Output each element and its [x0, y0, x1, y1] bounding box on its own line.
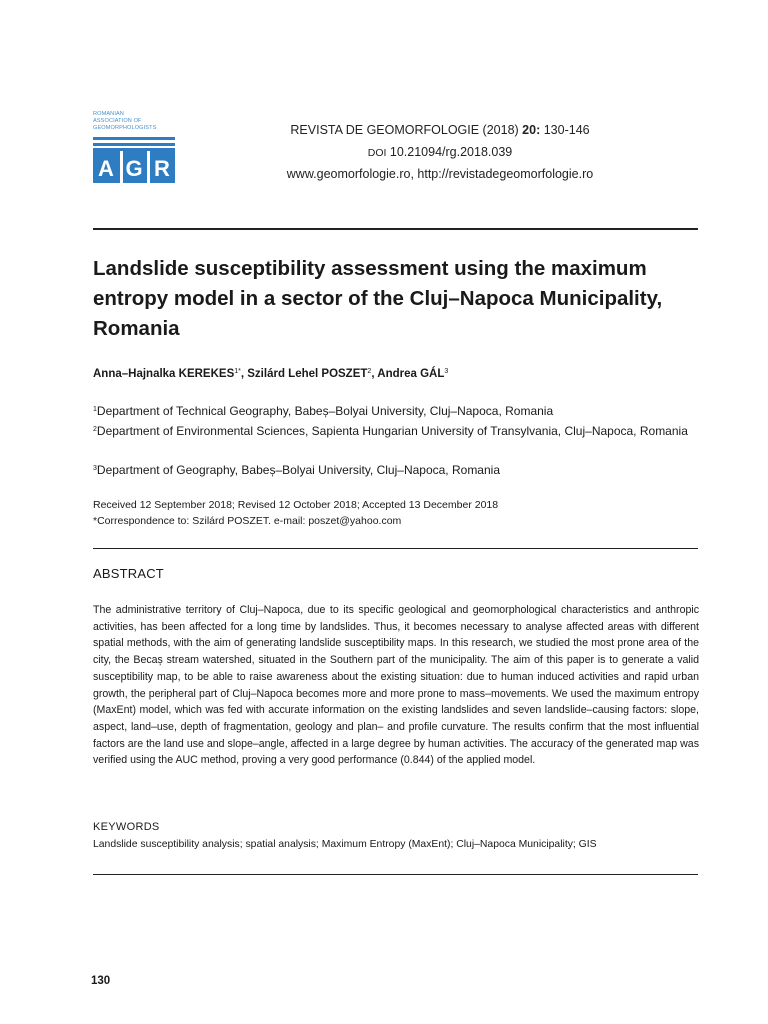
abstract-body: The administrative territory of Cluj–Napoca, due to its specific geological and geomorphological characteristics and anthropic activities, has been affected for a long time by landslides. Thus, it becomes necessary to analyse affected areas with different spatial methods, with the aim of generating landslide susceptibility maps. In this research, we studied the most prone area of the city, the Becaș stream watershed, situated in the Southern part of the municipality. The aim of this paper is to generate a valid susceptibility map, to be able to raise awareness about the existing situation: due to human induced activities and rapid urban growth, the peripheral part of Cluj–Napoca becomes more and more prone to mass–movements. We used the maximum entropy (MaxEnt) model, which was fed with accurate information on the existing landslides and seven landslide–causing factors: slope, aspect, land–use, depth of fragmentation, geology and plan– and profile curvature. The results confirm that the most influential factors are the land use and slope–angle, affected in a large degree by human activities. The accuracy of the generated map was verified using the AUC method, proving a very good performance (0.844) of the applied model. [93, 604, 699, 767]
header-divider [93, 228, 698, 230]
author-name: Anna–Hajnalka KEREKES [93, 368, 235, 380]
author-affiliation-mark: 3 [444, 368, 449, 375]
author-affiliation-mark: 1* [234, 368, 241, 375]
affiliation-1 [93, 402, 699, 422]
abstract-heading: ABSTRACT [93, 566, 164, 581]
correspondence: *Correspondence to: Szilárd POSZET. e-mail: poszet@yahoo.com [93, 515, 402, 527]
affiliation-text: Department of Geography, Babeș–Bolyai University, Cluj–Napoca, Romania [96, 463, 500, 477]
logo-letter-g: G [125, 156, 143, 181]
logo-org-line-3: GEOMORPHOLOGISTS [93, 125, 157, 131]
logo-org-line-2: ASSOCIATION OF [93, 118, 142, 124]
logo-letters-block [93, 151, 175, 183]
affiliation-number: 3 [93, 465, 97, 472]
journal-pages: 130-146 [540, 123, 590, 137]
journal-name: REVISTA DE GEOMORFOLOGIE (2018) [290, 123, 523, 137]
logo-letter-r: R [154, 156, 170, 181]
keywords-heading: KEYWORDS [93, 821, 160, 833]
paper-title: Landslide susceptibility assessment using the maximum entropy model in a sector of the Cluj–Napoca Municipality, Romania [93, 257, 663, 340]
affiliation-3 [93, 461, 699, 481]
received-dates: Received 12 September 2018; Revised 12 October 2018; Accepted 13 December 2018 [93, 499, 499, 511]
doi-line [200, 145, 680, 161]
journal-websites[interactable]: www.geomorfologie.ro, http://revistadegeomorfologie.ro [286, 167, 594, 181]
affiliation-text: Department of Technical Geography, Babeș–Bolyai University, Cluj–Napoca, Romania [96, 404, 554, 418]
affiliation-number: 2 [93, 426, 97, 433]
journal-citation [200, 123, 680, 138]
affiliation-2 [93, 422, 699, 442]
author-name: Szilárd Lehel POSZET [247, 368, 368, 380]
keywords-bottom-divider [93, 874, 698, 875]
affiliation-number: 1 [93, 406, 97, 413]
journal-volume: 20: [522, 123, 541, 137]
logo-org-line-1: ROMANIAN [93, 111, 124, 117]
page-number: 130 [91, 975, 111, 987]
agr-logo [93, 111, 177, 183]
author-affiliation-mark: 2 [367, 368, 372, 375]
author-name: Andrea GÁL [377, 368, 445, 380]
author-list: Anna–Hajnalka $KEREKES^{1*}$, Szilárd Lehel POSZET$^2$, Andrea GÁL$^3$ [93, 368, 449, 380]
doi-value[interactable]: 10.21094/rg.2018.039 [386, 145, 513, 159]
affiliation-text: Department of Environmental Sciences, Sapienta Hungarian University of Transylvania, Cluj–Napoca, Romania [96, 424, 688, 438]
logo-letter-a: A [98, 156, 114, 181]
abstract-top-divider [93, 548, 698, 549]
doi-label: DOI [367, 147, 387, 159]
keywords-list: Landslide susceptibility analysis; spatial analysis; Maximum Entropy (MaxEnt); Cluj–Napoca Municipality; GIS [93, 839, 597, 850]
